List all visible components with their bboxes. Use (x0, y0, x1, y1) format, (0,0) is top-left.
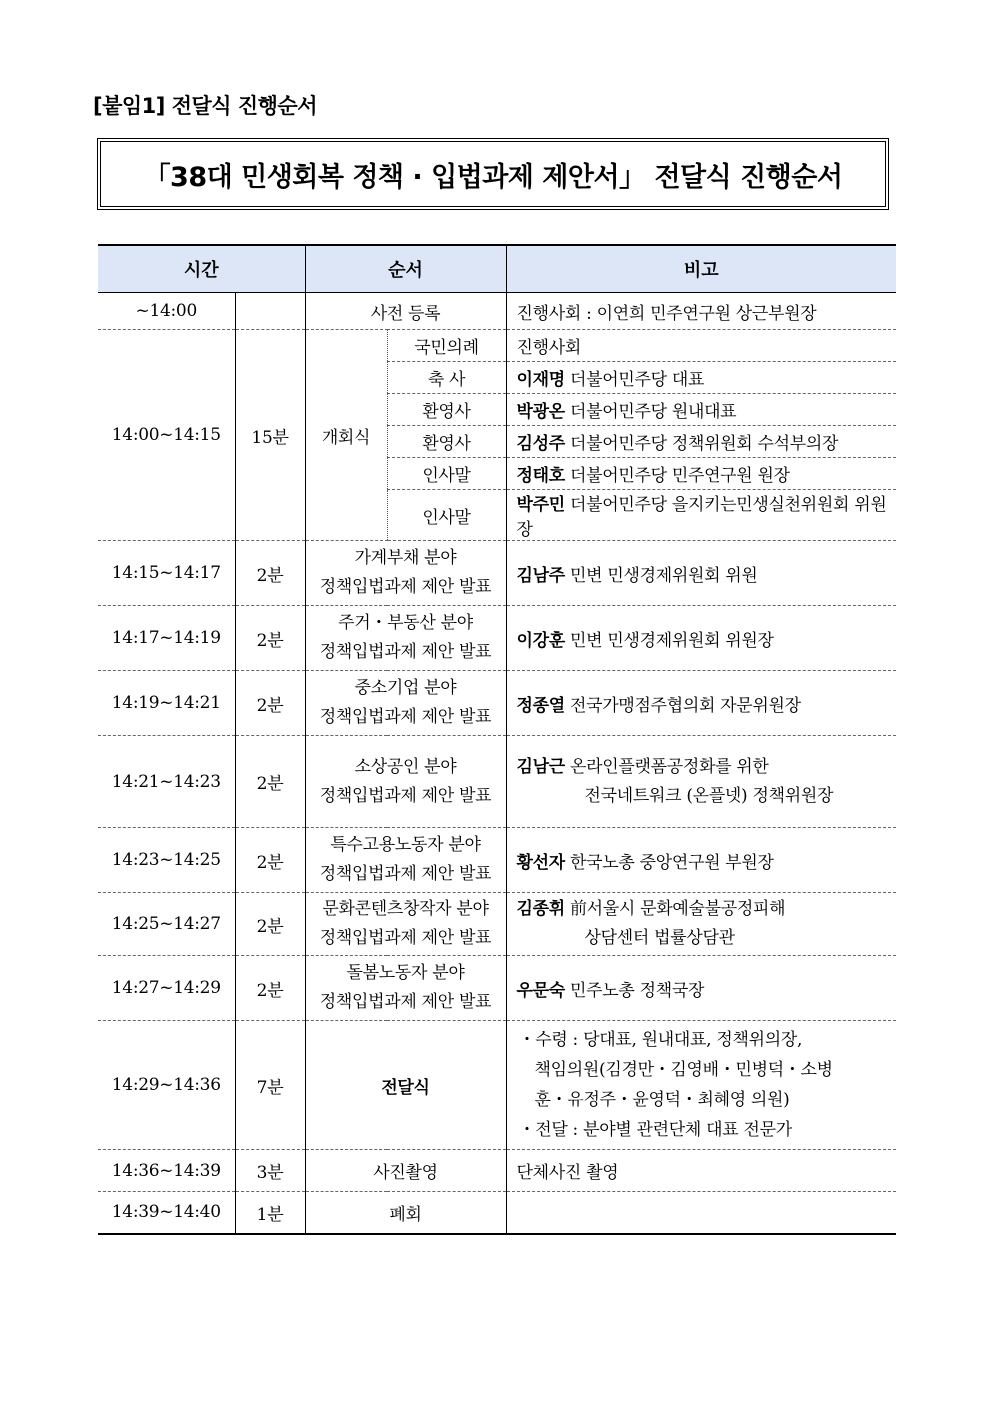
opening-label: 개회식 (305, 330, 387, 541)
attachment-label: [붙임1] 전달식 진행순서 (93, 94, 318, 118)
table-row (98, 1021, 896, 1150)
header-note: 비고 (506, 245, 896, 293)
field-label: 소상공인 분야 (354, 756, 457, 777)
note-cell (506, 362, 896, 394)
person-name: 김남주 (516, 565, 565, 586)
order-cell (305, 606, 506, 671)
person-name: 김성주 (516, 434, 565, 454)
duration-cell: 2분 (235, 736, 305, 828)
order-cell: 환영사 (387, 394, 506, 426)
time-cell: 14:15~14:17 (98, 541, 235, 606)
time-cell: 14:29~14:36 (98, 1021, 235, 1150)
time-cell: 14:23~14:25 (98, 828, 235, 893)
field-sub: 정책입법과제 제안 발표 (319, 707, 492, 727)
duration-cell: 1분 (235, 1192, 305, 1234)
note-cell (506, 1021, 896, 1150)
table-row (98, 1150, 896, 1192)
table-row (98, 671, 896, 736)
field-sub: 정책입법과제 제안 발표 (319, 992, 492, 1012)
header-row (98, 245, 896, 293)
field-label: 특수고용노동자 분야 (330, 835, 481, 855)
note-text-2: 상담센터 법률상담관 (584, 928, 735, 948)
table-row (98, 828, 896, 893)
note-cell: 진행사회 : 이연희 민주연구원 상근부원장 (506, 293, 896, 330)
note-line: 훈・유정주・윤영덕・최혜영 의원) (534, 1090, 790, 1110)
note-text: 온라인플랫폼공정화를 위한 (569, 756, 769, 777)
time-cell: 14:17~14:19 (98, 606, 235, 671)
time-cell: 14:00~14:15 (98, 330, 235, 541)
order-cell: 폐회 (305, 1192, 506, 1234)
field-sub: 정책입법과제 제안 발표 (319, 928, 492, 948)
order-cell: 전달식 (305, 1021, 506, 1150)
field-label: 주거・부동산 분야 (338, 613, 473, 633)
table-row (98, 606, 896, 671)
field-sub: 정책입법과제 제안 발표 (319, 577, 492, 597)
note-text: 민주노총 정책국장 (569, 980, 705, 1001)
note-text-2: 전국네트워크 (온플넷) 정책위원장 (584, 785, 834, 806)
duration-cell: 2분 (235, 541, 305, 606)
table-row (98, 330, 896, 362)
duration-cell: 7분 (235, 1021, 305, 1150)
order-cell: 환영사 (387, 426, 506, 458)
order-cell: 축 사 (387, 362, 506, 394)
duration-cell: 2분 (235, 671, 305, 736)
person-name: 김종휘 (516, 899, 565, 919)
field-label: 돌봄노동자 분야 (346, 963, 465, 983)
note-line: ・전달 : 분야별 관련단체 대표 전문가 (518, 1120, 792, 1140)
table-row (98, 893, 896, 956)
person-name: 김남근 (516, 756, 565, 777)
field-sub: 정책입법과제 제안 발표 (319, 642, 492, 662)
order-cell: 사진촬영 (305, 1150, 506, 1192)
order-cell: 인사말 (387, 490, 506, 541)
note-text: 민변 민생경제위원회 위원장 (569, 630, 774, 651)
note-text: 전국가맹점주협의회 자문위원장 (569, 695, 801, 716)
note-text: 더불어민주당 정책위원회 수석부의장 (569, 434, 839, 454)
title-box (97, 138, 889, 210)
note-cell (506, 956, 896, 1021)
order-cell: 사전 등록 (305, 293, 506, 330)
note-cell (506, 490, 896, 541)
note-cell (506, 1192, 896, 1234)
note-text: 민변 민생경제위원회 위원 (569, 565, 758, 586)
note-cell (506, 828, 896, 893)
note-cell (506, 330, 896, 362)
person-name: 황선자 (516, 852, 565, 873)
field-label: 문화콘텐츠창작자 분야 (322, 899, 489, 919)
note-text: 더불어민주당 민주연구원 원장 (569, 466, 790, 486)
time-cell: ~14:00 (98, 293, 235, 330)
field-sub: 정책입법과제 제안 발표 (319, 785, 492, 806)
duration-cell (235, 293, 305, 330)
note-cell (506, 426, 896, 458)
order-cell: 국민의례 (387, 330, 506, 362)
note-cell (506, 736, 896, 828)
field-label: 중소기업 분야 (354, 678, 457, 698)
field-label: 가계부채 분야 (354, 548, 457, 568)
time-cell: 14:25~14:27 (98, 893, 235, 956)
note-text: 진행사회 (516, 338, 581, 358)
order-cell: 인사말 (387, 458, 506, 490)
note-text: 前서울시 문화예술불공정피해 (569, 899, 786, 919)
note-cell (506, 458, 896, 490)
note-cell (506, 893, 896, 956)
person-name: 박주민 (516, 495, 565, 515)
order-cell (305, 893, 506, 956)
table-row (98, 956, 896, 1021)
note-line: 책임의원(김경만・김영배・민병덕・소병 (534, 1060, 833, 1080)
header-time: 시간 (98, 245, 305, 293)
order-cell (305, 671, 506, 736)
order-cell (305, 956, 506, 1021)
person-name: 이강훈 (516, 630, 565, 651)
duration-cell: 2분 (235, 828, 305, 893)
note-cell (506, 671, 896, 736)
duration-cell: 2분 (235, 893, 305, 956)
note-text: 더불어민주당 원내대표 (569, 402, 737, 422)
person-name: 이재명 (516, 370, 565, 390)
duration-cell: 2분 (235, 956, 305, 1021)
time-cell: 14:27~14:29 (98, 956, 235, 1021)
note-text: 더불어민주당 대표 (569, 370, 705, 390)
person-name: 우문숙 (516, 980, 565, 1001)
note-line: ・수령 : 당대표, 원내대표, 정책위의장, (518, 1030, 803, 1050)
person-name: 정태호 (516, 466, 565, 486)
note-cell (506, 606, 896, 671)
table-row (98, 1192, 896, 1234)
duration-cell: 15분 (235, 330, 305, 541)
note-cell (506, 541, 896, 606)
note-cell: 단체사진 촬영 (506, 1150, 896, 1192)
table-row (98, 293, 896, 330)
order-cell (305, 828, 506, 893)
note-text: 한국노총 중앙연구원 부원장 (569, 852, 774, 873)
person-name: 박광온 (516, 402, 565, 422)
order-cell (305, 541, 506, 606)
time-cell: 14:36~14:39 (98, 1150, 235, 1192)
time-cell: 14:19~14:21 (98, 671, 235, 736)
field-sub: 정책입법과제 제안 발표 (319, 864, 492, 884)
duration-cell: 3분 (235, 1150, 305, 1192)
schedule-table (98, 244, 896, 1235)
table-row (98, 736, 896, 828)
duration-cell: 2분 (235, 606, 305, 671)
time-cell: 14:21~14:23 (98, 736, 235, 828)
person-name: 정종열 (516, 695, 565, 716)
note-cell (506, 394, 896, 426)
header-order: 순서 (305, 245, 506, 293)
time-cell: 14:39~14:40 (98, 1192, 235, 1234)
note-text: 더불어민주당 을지키는민생실천위원회 위원장 (516, 495, 887, 540)
order-cell (305, 736, 506, 828)
page-title: 「38대 민생회복 정책 · 입법과제 제안서」 전달식 진행순서 (143, 161, 843, 193)
table-row (98, 541, 896, 606)
